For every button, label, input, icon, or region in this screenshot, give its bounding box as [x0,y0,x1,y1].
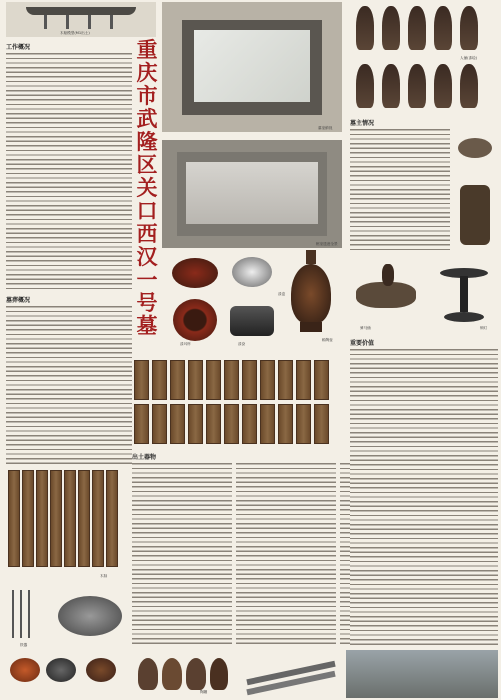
lacquer-box-photo [170,252,222,294]
figurines2-photo [348,60,498,110]
lamp-photo [430,258,498,328]
horse-rider-photo [352,258,428,328]
tomb-chamber-photo [162,140,342,248]
lacquer-plate-caption: 漆耳杯 [180,342,191,346]
artifacts-text-col1 [132,462,232,647]
slips-left-photo [6,465,132,575]
jars-photo [132,650,232,696]
bronze-lamp-photo [452,128,498,168]
artifacts-text-col2 [236,462,336,647]
boat-caption: 木船模型(M1出土) [60,31,90,35]
weapons-photo [6,590,46,640]
site-photo [346,650,498,698]
burial-text [350,128,450,253]
section-work-overview: 工作概况 [6,44,31,51]
lacquer-round-photo [228,252,276,294]
iron-pot-photo [50,590,130,640]
section-burial: 墓主情况 [350,120,375,127]
bowls-photo [6,650,130,696]
figurines-caption: 人俑(漆绘) [460,56,478,60]
vase-caption: 釉陶壶 [322,338,333,342]
lacquer-box-caption: 漆盒 [278,292,286,296]
section-artifacts: 出土器物 [132,454,157,461]
tomb-form-text [6,305,132,465]
small-photo [452,175,498,255]
tomb-top-caption: 墓室俯视 [318,126,333,130]
work-overview-text [6,52,132,292]
horse-rider-caption: 骑马俑 [360,326,371,330]
tools-photo [236,650,346,696]
tomb-top-photo [162,2,342,132]
jars-caption: 陶罐 [200,690,208,694]
lacquer-round-box-photo [226,298,278,342]
lacquer-round-caption: 漆奁 [238,342,246,346]
page-title: 重 庆 市 武 隆 区 关 口 西 汉 一 号 墓 [136,37,158,338]
vase-photo [286,250,336,342]
value-text [350,348,498,648]
tomb-chamber-caption: 棺室遗迹全景 [316,242,338,246]
weapons-caption: 铁器 [20,643,28,647]
lamp-caption: 铜灯 [480,326,488,330]
wooden-slips-photo [130,360,346,444]
lacquer-plate-photo [170,297,222,343]
section-tomb-form: 墓葬概况 [6,297,31,304]
slips-caption: 木牍 [100,574,108,578]
section-value: 重要价值 [350,340,375,347]
figurines-photo [348,2,498,52]
